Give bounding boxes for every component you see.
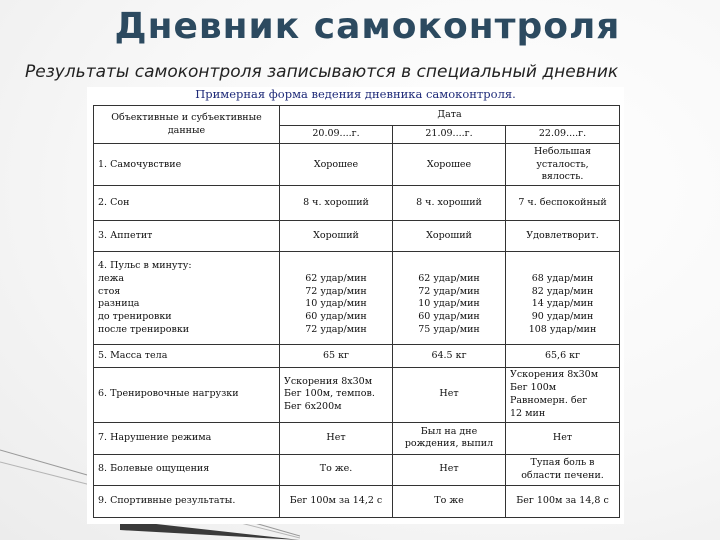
- value-cell: [280, 252, 393, 345]
- value-cell: [506, 186, 620, 220]
- value-line: Нет: [439, 388, 459, 400]
- value-line: 90 удар/мин: [531, 311, 594, 323]
- value-line: 72 удар/мин: [305, 285, 367, 297]
- value-cell: [506, 144, 620, 186]
- table-row: [94, 220, 620, 251]
- indicator-cell: [94, 252, 280, 345]
- value-cell: [393, 186, 506, 220]
- slide-title: Дневник самоконтроля: [114, 6, 621, 47]
- value-line: Бег 6х200м: [284, 401, 342, 413]
- value-line: [510, 260, 615, 273]
- indicator-label-line: 1. Самочувствие: [98, 158, 182, 170]
- value-line: 64.5 кг: [431, 349, 467, 361]
- value-cell: [506, 220, 620, 251]
- date-cell: 22.09....г.: [506, 126, 620, 144]
- value-cell: [393, 367, 506, 422]
- slide-subtitle: Результаты самоконтроля записываются в специальный дневник: [25, 62, 619, 82]
- diary-body: [94, 144, 620, 518]
- value-line: 82 удар/мин: [531, 285, 594, 297]
- scanned-document: [87, 87, 624, 524]
- indicator-label-line: 8. Болевые ощущения: [98, 463, 210, 475]
- value-line: Бег 100м за 14,8 с: [516, 494, 609, 506]
- value-line: 8 ч. хороший: [416, 196, 482, 208]
- indicator-label-line: 9. Спортивные результаты.: [98, 494, 236, 506]
- value-line: 62 удар/мин: [305, 272, 367, 284]
- indicator-label-line: 4. Пульс в минуту:: [98, 259, 192, 271]
- value-line: Бег 100м за 14,2 с: [289, 494, 383, 506]
- value-cell: [506, 485, 620, 517]
- value-line: 68 удар/мин: [531, 272, 594, 284]
- indicator-label-line: 2. Сон: [98, 196, 130, 208]
- indicator-cell: [94, 367, 280, 422]
- value-line: Хороший: [426, 229, 472, 241]
- value-line: усталость,: [536, 158, 589, 170]
- value-line: Хорошее: [313, 158, 359, 170]
- value-line: 65 кг: [322, 349, 350, 361]
- indicator-header-line: данные: [167, 124, 206, 136]
- value-line: Бег 100м: [510, 381, 557, 393]
- value-line: 7 ч. беспокойный: [518, 196, 607, 208]
- value-line: 14 удар/мин: [531, 298, 594, 310]
- indicator-cell: [94, 220, 280, 251]
- indicator-label-line: до тренировки: [98, 311, 172, 323]
- value-line: 65,6 кг: [544, 349, 581, 361]
- indicator-label-line: 3. Аппетит: [98, 229, 153, 241]
- value-cell: [280, 367, 393, 422]
- value-line: То же: [434, 494, 464, 506]
- indicator-label-line: 5. Масса тела: [98, 349, 168, 361]
- value-cell: [280, 422, 393, 454]
- indicator-cell: [94, 186, 280, 220]
- self-control-diary-table: [93, 105, 620, 518]
- value-cell: [393, 252, 506, 345]
- value-cell: [506, 367, 620, 422]
- value-line: Небольшая: [533, 145, 592, 157]
- indicator-cell: [94, 485, 280, 517]
- value-line: Равномерн. бег: [510, 394, 588, 406]
- value-line: Бег 100м, темпов.: [284, 388, 375, 400]
- document-caption: Примерная форма ведения дневника самоконтроля.: [195, 87, 516, 101]
- indicator-header-line: Объективные и субъективные: [111, 111, 262, 123]
- value-line: 12 мин: [510, 407, 546, 419]
- table-row: [94, 367, 620, 422]
- date-cell: 20.09....г.: [280, 126, 393, 144]
- table-row: [94, 422, 620, 454]
- table-row: [94, 345, 620, 367]
- value-cell: [393, 455, 506, 485]
- value-cell: [280, 186, 393, 220]
- table-row: [94, 485, 620, 517]
- value-cell: [393, 422, 506, 454]
- indicator-header-cell: [94, 106, 280, 144]
- value-line: 108 удар/мин: [528, 324, 597, 335]
- indicator-cell: [94, 455, 280, 485]
- value-cell: [506, 422, 620, 454]
- value-line: То же.: [319, 463, 353, 475]
- table-row: [94, 455, 620, 485]
- value-cell: [393, 220, 506, 251]
- value-cell: [506, 455, 620, 485]
- value-line: вялость.: [541, 171, 584, 183]
- value-cell: [280, 485, 393, 517]
- value-cell: [506, 345, 620, 367]
- indicator-cell: [94, 422, 280, 454]
- value-cell: [393, 144, 506, 186]
- indicator-label-line: стоя: [98, 285, 121, 297]
- value-line: 60 удар/мин: [418, 311, 480, 323]
- value-line: Нет: [439, 463, 459, 475]
- indicator-cell: [94, 144, 280, 186]
- value-cell: [280, 455, 393, 485]
- value-line: Нет: [552, 432, 573, 444]
- value-line: Тупая боль в: [530, 457, 595, 468]
- table-row: [94, 144, 620, 186]
- value-line: 10 удар/мин: [305, 298, 367, 310]
- value-line: 8 ч. хороший: [303, 196, 369, 208]
- value-line: 72 удар/мин: [305, 324, 367, 335]
- table-header-row-1: [94, 106, 620, 126]
- value-line: 75 удар/мин: [418, 324, 480, 335]
- indicator-label-line: 7. Нарушение режима: [98, 432, 212, 444]
- value-cell: [280, 144, 393, 186]
- value-line: [397, 260, 501, 273]
- value-line: Хорошее: [426, 158, 472, 170]
- indicator-label-line: 6. Тренировочные нагрузки: [98, 388, 239, 400]
- value-line: рождения, выпил: [404, 438, 494, 450]
- indicator-label-line: разница: [98, 298, 140, 310]
- value-line: Нет: [326, 432, 346, 444]
- indicator-label-line: после тренировки: [98, 324, 190, 335]
- value-line: 10 удар/мин: [418, 298, 480, 310]
- value-line: Ускорения 8х30м: [284, 375, 373, 387]
- table-row: [94, 186, 620, 220]
- value-cell: [393, 345, 506, 367]
- date-header-cell: Дата: [280, 106, 620, 126]
- date-cell: 21.09....г.: [393, 126, 506, 144]
- value-line: Хороший: [313, 229, 359, 241]
- table-row: [94, 252, 620, 345]
- indicator-cell: [94, 345, 280, 367]
- value-line: Ускорения 8х30м: [510, 369, 599, 381]
- value-cell: [280, 345, 393, 367]
- value-cell: [506, 252, 620, 345]
- value-cell: [393, 485, 506, 517]
- value-line: Был на дне: [420, 425, 478, 437]
- value-line: 60 удар/мин: [305, 311, 367, 323]
- value-line: области печени.: [521, 469, 604, 481]
- indicator-label-line: лежа: [98, 272, 125, 284]
- value-cell: [280, 220, 393, 251]
- value-line: 72 удар/мин: [418, 285, 480, 297]
- value-line: Удовлетворит.: [526, 229, 599, 241]
- value-line: 62 удар/мин: [418, 272, 480, 284]
- value-line: [284, 260, 388, 273]
